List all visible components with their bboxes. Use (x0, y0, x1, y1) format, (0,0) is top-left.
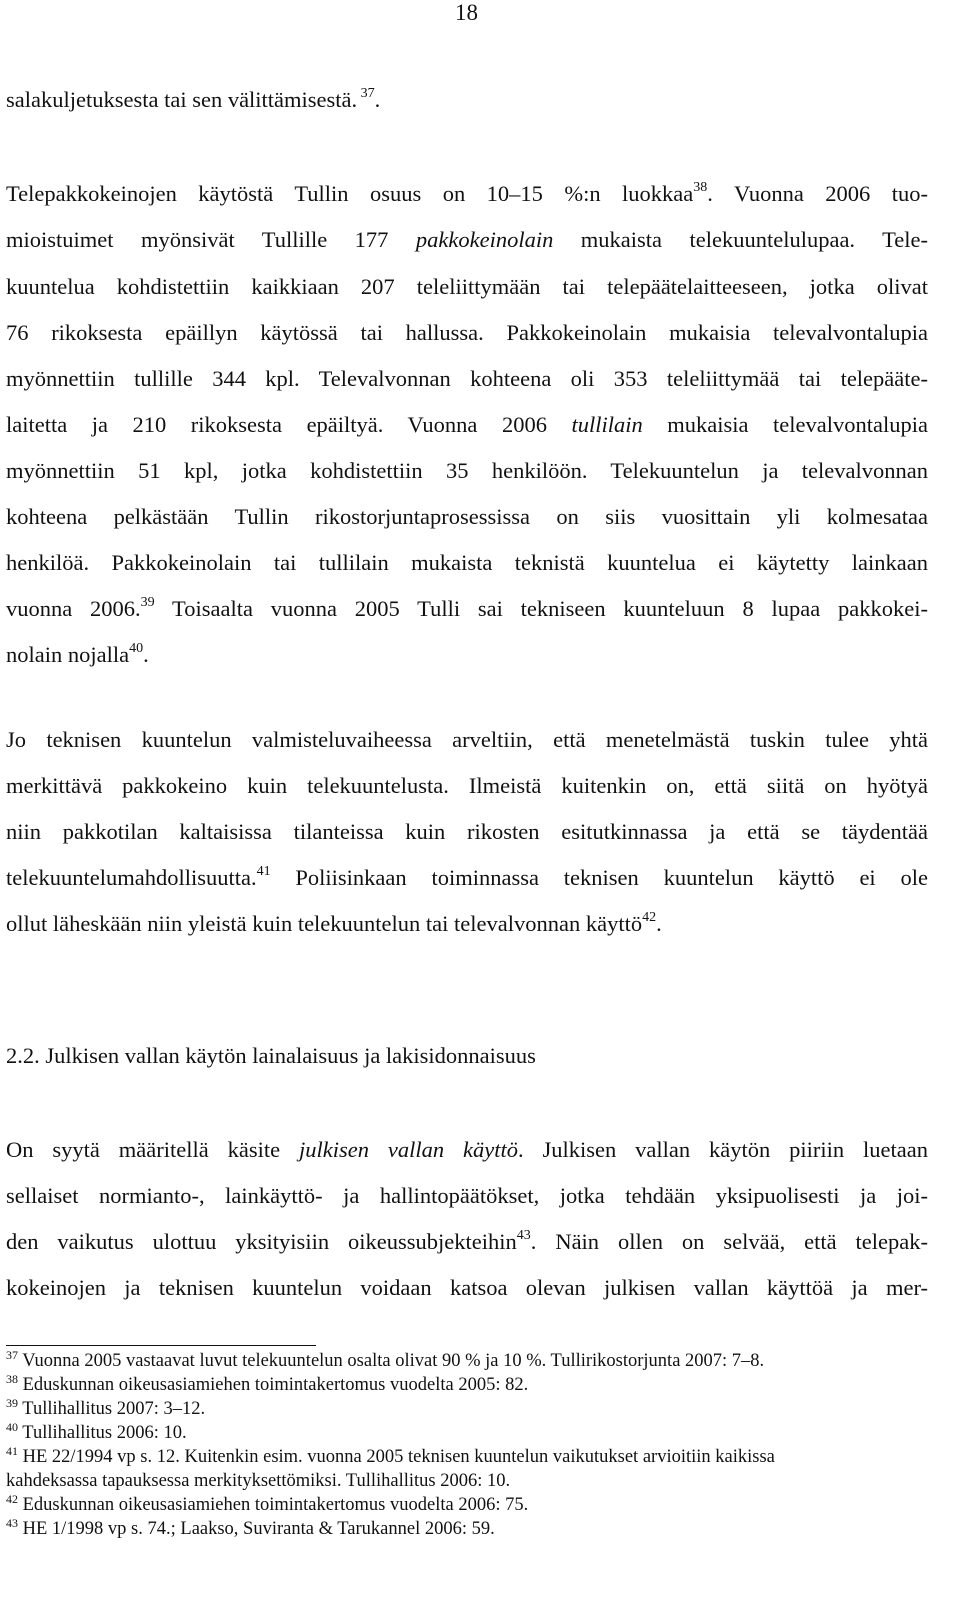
footnote-marker: 39 (6, 1396, 18, 1410)
footnote-marker: 41 (6, 1444, 18, 1458)
text-run: Jo teknisen kuuntelun valmisteluvaiheessa arveltiin, että menetelmästä tuskin tulee yhtä (6, 727, 928, 752)
body-line (6, 641, 149, 673)
text-run: mukaista telekuuntelulupaa. Tele- (553, 227, 929, 252)
page-number: 18 (455, 0, 478, 25)
section-heading (6, 1042, 536, 1070)
footnote (6, 1494, 528, 1517)
footnote-marker: 43 (6, 1516, 18, 1530)
text-run: myönnettiin tullille 344 kpl. Televalvonnan kohteena oli 353 teleliittymää tai telepääte- (6, 366, 928, 391)
body-line (6, 180, 928, 212)
footnote (6, 1398, 205, 1421)
text-run: ollut läheskään niin yleistä kuin telekuuntelun tai televalvonnan käyttö (6, 911, 643, 936)
footnote-marker: 37 (357, 86, 375, 101)
footnote-marker: 39 (140, 595, 155, 610)
body-line (6, 549, 928, 577)
italic-term: julkisen vallan käyttö (299, 1137, 518, 1162)
text-run: Vuonna 2005 vastaavat luvut telekuuntelun osalta olivat 90 % ja 10 %. Tullirikostorjunta 2007: 7–8. (18, 1351, 765, 1371)
text-run: Tullihallitus 2006: 10. (18, 1423, 187, 1443)
text-run: 2.2. Julkisen vallan käytön lainalaisuus ja lakisidonnaisuus (6, 1043, 536, 1068)
body-line (6, 1228, 928, 1260)
text-run: kuuntelua kohdistettiin kaikkiaan 207 teleliittymään tai telepäätelaitteeseen, jotka olivat (6, 274, 928, 299)
text-run: Telepakkokeinojen käytöstä Tullin osuus on 10–15 %:n luokkaa (6, 181, 694, 206)
body-line (6, 726, 928, 754)
text-run: henkilöä. Pakkokeinolain tai tullilain mukaista teknistä kuuntelua ei käytetty lainkaan (6, 550, 928, 575)
body-line (6, 86, 380, 118)
text-run: kokeinojen ja teknisen kuuntelun voidaan katsoa olevan julkisen vallan käyttöä ja mer- (6, 1275, 928, 1300)
text-run: Eduskunnan oikeusasiamiehen toimintakertomus vuodelta 2006: 75. (18, 1495, 529, 1515)
text-run: . Julkisen vallan käytön piiriin luetaan (517, 1137, 928, 1162)
text-run: . Vuonna 2006 tuo- (707, 181, 928, 206)
body-line (6, 910, 662, 942)
body-line (6, 503, 928, 531)
body-line (6, 457, 928, 485)
footnote-marker: 40 (6, 1420, 18, 1434)
text-run: HE 22/1994 vp s. 12. Kuitenkin esim. vuonna 2005 teknisen kuuntelun vaikutukset arvioitiin kaikissa (18, 1447, 775, 1467)
text-run: merkittävä pakkokeino kuin telekuuntelusta. Ilmeistä kuitenkin on, että siitä on hyötyä (6, 773, 928, 798)
text-run: . Näin ollen on selvää, että telepak- (530, 1229, 929, 1254)
text-run: . (143, 642, 149, 667)
text-run: mukaisia televalvontalupia (642, 412, 928, 437)
text-run: kahdeksassa tapauksessa merkityksettömiksi. Tullihallitus 2006: 10. (6, 1471, 511, 1491)
italic-term: pakkokeinolain (415, 227, 554, 252)
text-run: myönnettiin 51 kpl, jotka kohdistettiin 35 henkilöön. Telekuuntelun ja televalvonnan (6, 458, 928, 483)
text-run: Tullihallitus 2007: 3–12. (18, 1399, 206, 1419)
text-run: vuonna 2006. (6, 596, 141, 621)
footnote-marker: 43 (516, 1228, 531, 1243)
body-line (6, 411, 928, 439)
footnote (6, 1350, 764, 1373)
text-run: Toisaalta vuonna 2005 Tulli sai tekniseen kuunteluun 8 lupaa pakkokei- (154, 596, 928, 621)
text-run: HE 1/1998 vp s. 74.; Laakso, Suviranta & Tarukannel 2006: 59. (18, 1519, 495, 1539)
body-line (6, 1136, 928, 1164)
text-run: On syytä määritellä käsite (6, 1137, 299, 1162)
footnote-marker: 38 (693, 180, 708, 195)
footnote (6, 1374, 528, 1397)
text-run: . (374, 87, 381, 112)
text-run: salakuljetuksesta tai sen välittämisestä. (6, 87, 358, 112)
body-line (6, 1182, 928, 1210)
text-run: telekuuntelumahdollisuutta. (6, 865, 257, 890)
text-run: niin pakkotilan kaltaisissa tilanteissa kuin rikosten esitutkinnassa ja että se täydentää (6, 819, 928, 844)
footnote-marker: 42 (6, 1492, 18, 1506)
body-line (6, 772, 928, 800)
body-line (6, 365, 928, 393)
text-run: nolain nojalla (6, 642, 130, 667)
footnote-separator (6, 1345, 316, 1346)
footnote (6, 1446, 775, 1469)
text-run: den vaikutus ulottuu yksityisiin oikeussubjekteihin (6, 1229, 517, 1254)
footnote (6, 1470, 510, 1492)
text-run: . (656, 911, 662, 936)
italic-term: tullilain (571, 412, 643, 437)
footnote (6, 1422, 187, 1445)
footnote-marker: 42 (642, 910, 657, 925)
footnote (6, 1518, 495, 1541)
body-line (6, 273, 928, 301)
footnote-marker: 37 (6, 1348, 18, 1362)
footnote-marker: 38 (6, 1372, 18, 1386)
footnote-marker: 41 (256, 864, 271, 879)
body-line (6, 226, 928, 254)
body-line (6, 818, 928, 846)
text-run: Eduskunnan oikeusasiamiehen toimintakertomus vuodelta 2005: 82. (18, 1375, 529, 1395)
body-line (6, 595, 928, 627)
text-run: 76 rikoksesta epäillyn käytössä tai hallussa. Pakkokeinolain mukaisia televalvontalupia (6, 320, 928, 345)
text-run: mioistuimet myönsivät Tullille 177 (6, 227, 416, 252)
footnote-marker: 40 (129, 641, 144, 656)
text-run: kohteena pelkästään Tullin rikostorjuntaprosessissa on siis vuosittain yli kolmesataa (6, 504, 928, 529)
text-run: Poliisinkaan toiminnassa teknisen kuuntelun käyttö ei ole (270, 865, 928, 890)
text-run: laitetta ja 210 rikoksesta epäiltyä. Vuonna 2006 (6, 412, 572, 437)
body-line (6, 1274, 928, 1302)
body-line (6, 319, 928, 347)
body-line (6, 864, 928, 896)
text-run: sellaiset normianto-, lainkäyttö- ja hallintopäätökset, jotka tehdään yksipuolisesti ja joi- (6, 1183, 928, 1208)
